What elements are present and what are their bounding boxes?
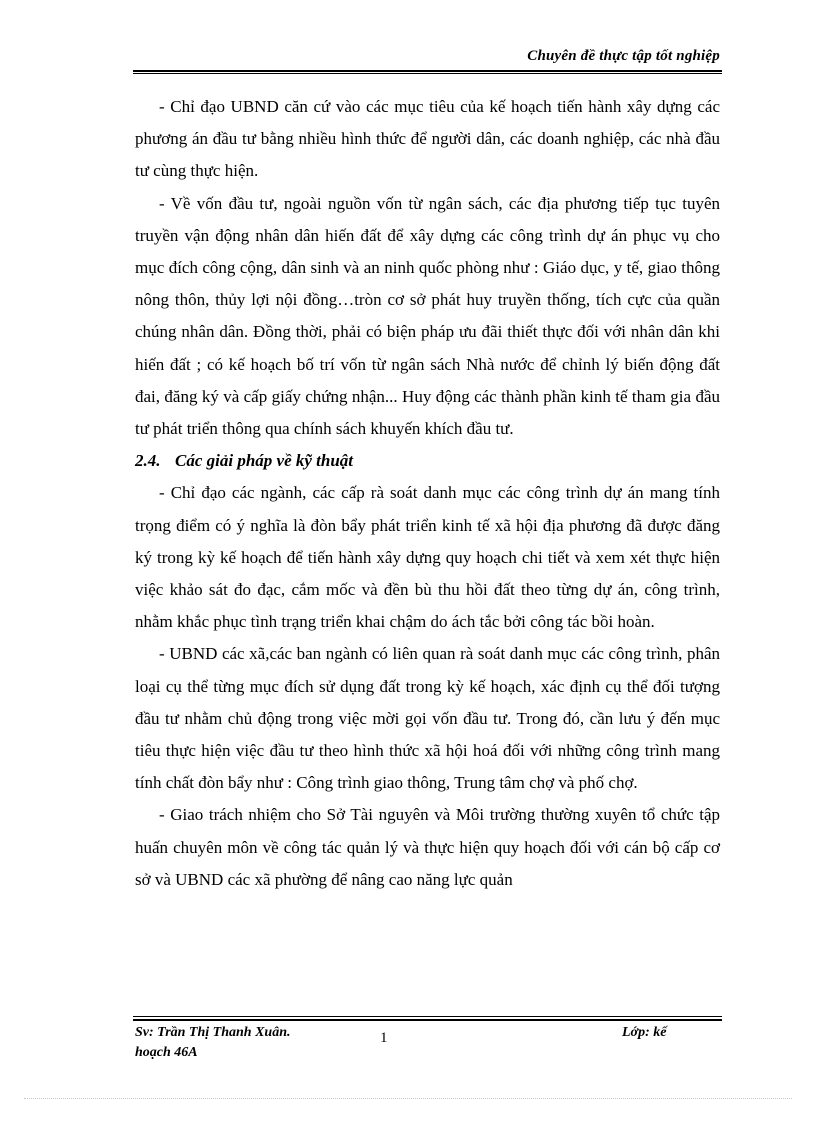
page-bottom-edge bbox=[24, 1098, 792, 1099]
footer-rule-thin bbox=[133, 1016, 722, 1017]
footer-student-class: hoạch 46A bbox=[135, 1045, 198, 1060]
header-rule-thin bbox=[133, 73, 722, 74]
page-number: 1 bbox=[380, 1030, 388, 1046]
section-heading bbox=[135, 445, 720, 477]
footer-student bbox=[135, 1023, 365, 1063]
paragraph-1: - Chỉ đạo UBND căn cứ vào các mục tiêu của kế hoạch tiến hành xây dựng các phương án đầu tư bằng nhiều hình thức để người dân, các doanh nghiệp, các nhà đầu tư cùng thực hiện. bbox=[135, 97, 720, 181]
header-title: Chuyên đề thực tập tốt nghiệp bbox=[527, 48, 720, 64]
document-body bbox=[135, 91, 720, 896]
paragraph-4: - UBND các xã,các ban ngành có liên quan rà soát danh mục các công trình, phân loại cụ thể từng mục đích sử dụng đất trong kỳ kế hoạch, xác định cụ thể đối tượng đầu tư nhằm chủ động trong việc mời gọi vốn đầu tư. Trong đó, cần lưu ý đến mục tiêu thực hiện việc đầu tư theo hình thức xã hội hoá đối với những công trình mang tính chất đòn bẩy như : Công trình giao thông, Trung tâm chợ và phố chợ. bbox=[135, 644, 720, 793]
footer-class-label: Lớp: kế bbox=[622, 1025, 667, 1040]
paragraph-3: - Chỉ đạo các ngành, các cấp rà soát danh mục các công trình dự án mang tính trọng điểm có ý nghĩa là đòn bẩy phát triển kinh tế xã hội địa phương đã được đăng ký trong kỳ kế hoạch để tiến hành xây dựng quy hoạch chi tiết và xem xét thực hiện việc khảo sát đo đạc, cắm mốc và đền bù thu hồi đất theo từng dự án, công trình, nhằm khắc phục tình trạng triển khai chậm do ách tắc bởi công tác bồi hoàn. bbox=[135, 483, 720, 632]
footer-rule-thick bbox=[133, 1019, 722, 1021]
paragraph-5: - Giao trách nhiệm cho Sở Tài nguyên và Môi trường thường xuyên tổ chức tập huấn chuyên môn về công tác quản lý và thực hiện quy hoạch đối với cán bộ cấp cơ sở và UBND các xã phường để nâng cao năng lực quản bbox=[135, 805, 720, 889]
section-title: Các giải pháp về kỹ thuật bbox=[175, 451, 354, 471]
footer-student-name: Sv: Trần Thị Thanh Xuân. bbox=[135, 1025, 291, 1040]
section-number: 2.4. bbox=[135, 451, 161, 471]
paragraph-2: - Về vốn đầu tư, ngoài nguồn vốn từ ngân sách, các địa phương tiếp tục tuyên truyền vận động nhân dân hiến đất để xây dựng các công trình dự án phục vụ cho mục đích công cộng, dân sinh và an ninh quốc phòng như : Giáo dục, y tế, giao thông nông thôn, thủy lợi nội đồng…tròn cơ sở phát huy truyền thống, tích cực của quần chúng nhân dân. Đồng thời, phải có biện pháp ưu đãi thiết thực đối với nhân dân khi hiến đất ; có kế hoạch bố trí vốn từ ngân sách Nhà nước để chỉnh lý biến động đất đai, đăng ký và cấp giấy chứng nhận... Huy động các thành phần kinh tế tham gia đầu tư phát triển thông qua chính sách khuyến khích đầu tư. bbox=[135, 193, 720, 439]
header-rule-thick bbox=[133, 70, 722, 72]
